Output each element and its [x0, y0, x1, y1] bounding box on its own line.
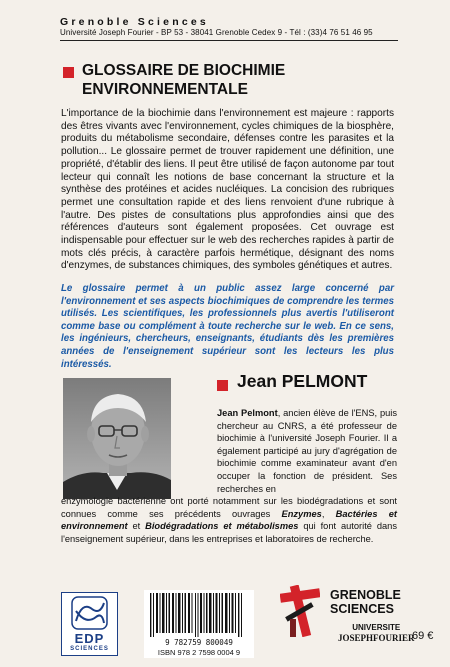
author-marker	[217, 380, 228, 391]
book-title-3: Biodégradations et métabolismes	[145, 521, 299, 532]
isbn-text: ISBN 978 2 7598 0004 9	[157, 648, 241, 657]
author-bio-continued: enzymologie bactérienne ont porté notamment sur les biodégradations et sont connues comme ses précédents ouvrages Enzymes, Bactéries et environnement et Biodégradations et métabolismes qui font autorité dans l'enseignement supérieur, dans les entreprises et laboratoires de recherche.	[61, 496, 398, 544]
author-bio-text-3: qui font autorité dans l'enseignement supérieur, dans les entreprises et laboratoires de recherche.	[61, 521, 397, 544]
title-line-1: GLOSSAIRE DE BIOCHIMIE	[82, 62, 286, 79]
edp-emblem-icon	[62, 595, 117, 631]
wordmark-line-2: SCIENCES	[330, 602, 394, 616]
wordmark-line-1: GRENOBLE	[330, 588, 401, 602]
description-paragraph: L'importance de la biochimie dans l'environnement est majeure : rapports des êtres vivants avec l'environnement, cycles chimiques de la biosphère, produits du métabolisme secondaire, défenses contre les parasites et la pollution... Le glossaire permet de trouver rapidement une définition, une propriété, d'établir des liens. Il peut être utilisé de façon autonome par tout lecteur qui connaît les notions de base concernant la structure et la synthèse des protéines et acides nucléiques. La concision des rubriques permet une consultation rapide et des liens renvoient d'une rubrique à l'autre. Des pistes de consultations plus approfondies ainsi que des références d'auteurs sont également proposées. Cet ouvrage est indispensable pour effectuer sur le web des recherches rapides à partir de mots clés précis, à caractère parfois hermétique, désignant des noms d'enzymes, de substances chimiques, des symboles génétiques et autres.	[61, 108, 394, 272]
edp-name: EDP	[74, 631, 105, 646]
author-heading: Jean PELMONT	[237, 371, 368, 391]
publisher-address: Université Joseph Fourier - BP 53 - 38041 Grenoble Cedex 9 - Tél : (33)4 76 51 46 95	[60, 28, 373, 37]
book-title	[82, 61, 382, 99]
univ-line-1: UNIVERSITE	[352, 623, 401, 632]
author-portrait-image	[63, 378, 171, 499]
author-bio-text: , ancien élève de l'ENS, puis chercheur au CNRS, a été professeur de biochimie à l'université Joseph Fourier. Il a également participé au jury d'agrégation de biochimie comme examinateur avant d'en occuper la fonction de président. Ses recherches en	[217, 408, 397, 494]
barcode	[144, 590, 254, 658]
divider	[60, 40, 398, 41]
price-label: 69 €	[412, 630, 434, 642]
audience-paragraph: Le glossaire permet à un public assez large concerné par l'environnement et ses aspects biochimiques de comprendre les termes utilisés. Les scientifiques, les professionnels plus avertis l'utiliseront comme base ou complément à toute recherche sur le web. En ce sens, les ingénieurs, chercheurs, enseignants, étudiants dès les premières années de l'enseignement supérieur sont les lecteurs les plus intéressés.	[61, 283, 394, 370]
barcode-bars	[144, 590, 254, 638]
author-photo	[63, 378, 171, 499]
barcode-digits: 9 782759 800049	[165, 638, 233, 647]
university-wordmark	[338, 623, 415, 643]
title-line-2: ENVIRONNEMENTALE	[82, 81, 248, 98]
grenoble-sciences-wordmark	[330, 588, 401, 616]
title-marker	[63, 67, 74, 78]
edp-sub: SCIENCES	[70, 646, 109, 652]
edp-sciences-logo	[61, 592, 118, 656]
grenoble-sciences-logo-icon	[280, 585, 320, 637]
univ-line-2: JOSEPHFOURIER	[338, 633, 415, 643]
author-bio-name: Jean Pelmont	[217, 408, 278, 418]
author-bio-text-2: enzymologie bactérienne ont porté notamment sur les biodégradations et sont connues comme ses précédents ouvrages	[61, 496, 397, 519]
publisher-name: Grenoble Sciences	[60, 16, 209, 28]
book-title-2: Bactéries et environnement	[61, 508, 398, 532]
author-bio	[217, 407, 397, 495]
book-title-1: Enzymes	[281, 508, 322, 519]
